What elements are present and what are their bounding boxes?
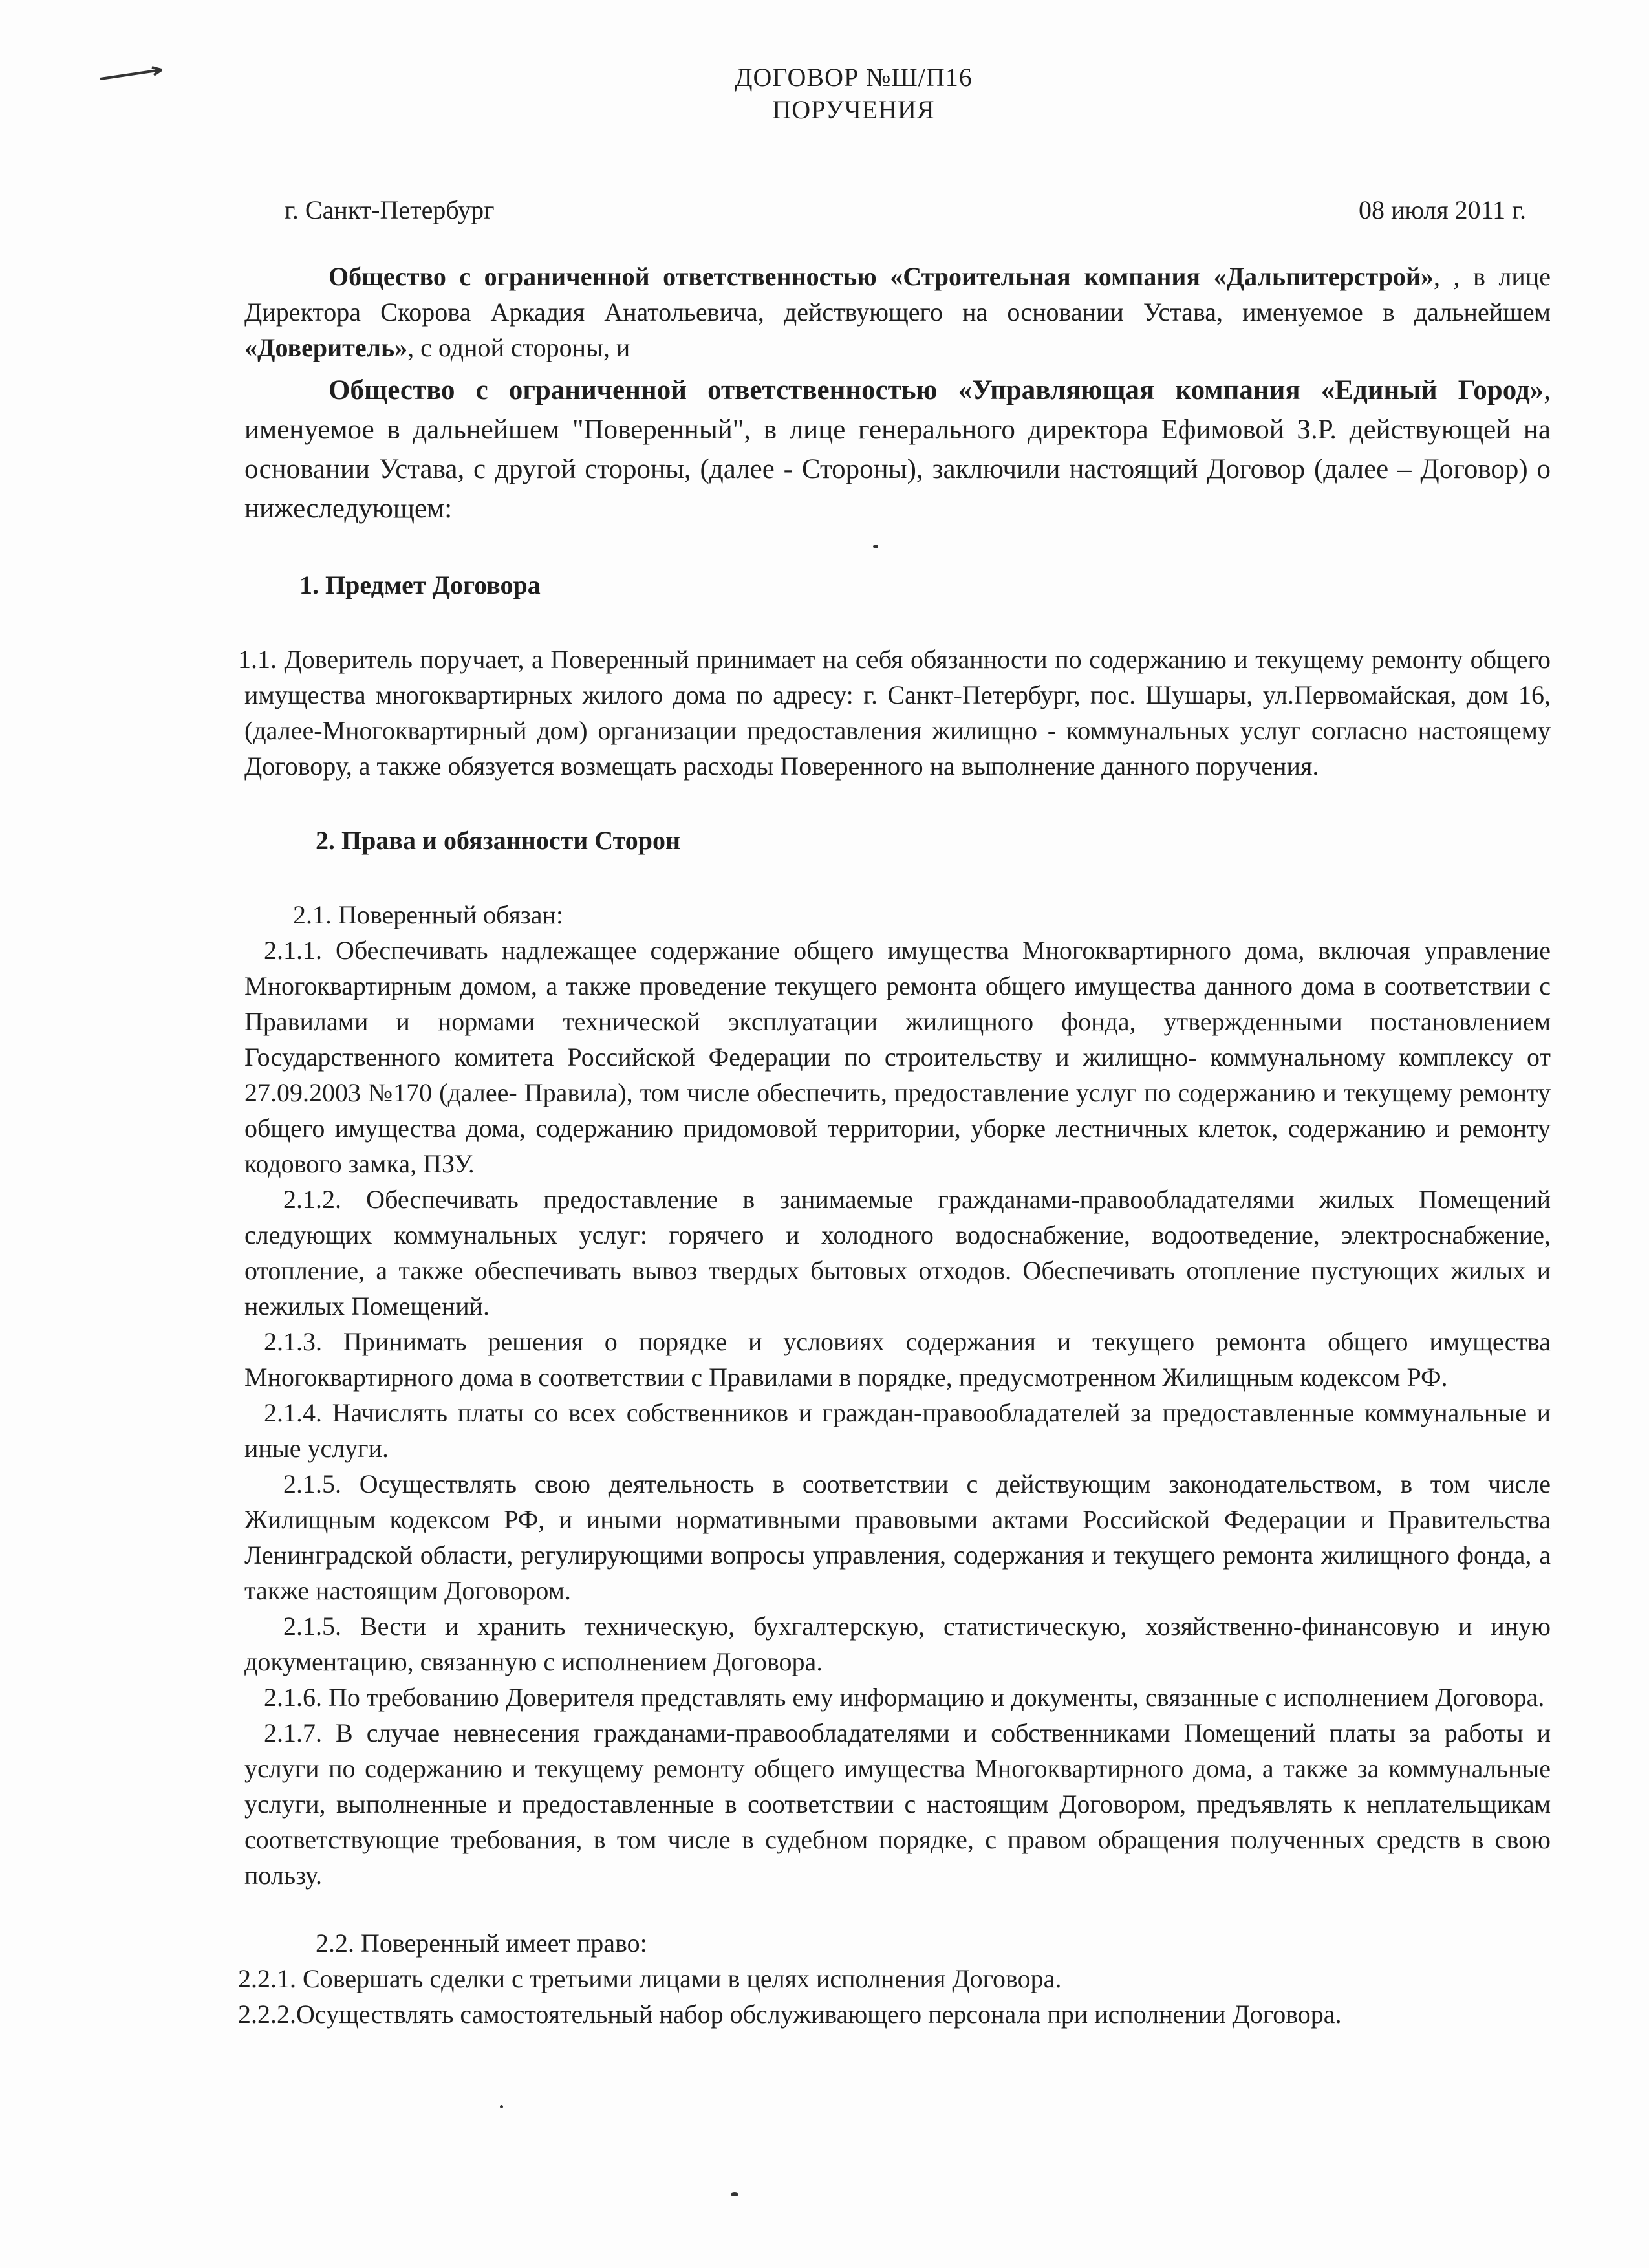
clause-2-1-1: 2.1.1. Обеспечивать надлежащее содержание общего имущества Многоквартирного дома, включая управление Многоквартирным домом, а также проведение текущего ремонта общего имущества данного дома в соответствии с Правилами и нормами технической эксплуатации жилищного фонда, утвержденными постановлением Государственного комитета Российской Федерации по строительству и жилищно- коммунальному комплексу от 27.09.2003 №170 (далее- Правила), том числе обеспечить, предоставление услуг по содержанию и текущему ремонту общего имущества дома, содержанию придомовой территории, уборке лестничных клеток, содержанию и ремонту кодового замка, ПЗУ. bbox=[244, 936, 1551, 1178]
preamble-party1 bbox=[244, 259, 1551, 365]
party1-name: Общество с ограниченной ответственностью «Строительная компания «Дальпитерстрой» bbox=[329, 262, 1434, 291]
contract-place: г. Санкт-Петербург bbox=[285, 195, 495, 224]
section2-heading: 2. Права и обязанности Сторон bbox=[316, 826, 681, 855]
party1-details: , , в лице Директора Скорова Аркадия Анатольевича, действующего на основании Устава, именуемое в дальнейшем bbox=[244, 262, 1551, 327]
clause-2-2: 2.2. Поверенный имеет право: bbox=[316, 1928, 647, 1958]
clause-2-1: 2.1. Поверенный обязан: bbox=[293, 900, 563, 929]
document-subtitle: ПОРУЧЕНИЯ bbox=[772, 95, 935, 124]
scan-speck bbox=[731, 2192, 738, 2196]
contract-date: 08 июля 2011 г. bbox=[1358, 195, 1526, 224]
document-body bbox=[238, 259, 1551, 2032]
clause-2-1-2: 2.1.2. Обеспечивать предоставление в занимаемые гражданами-правообладателями жилых Помещений следующих коммунальных услуг: горячего и холодного водоснабжение, водоотведение, электроснабжение, отопление, а также обеспечивать вывоз твердых бытовых отходов. Обеспечивать отопление пустующих жилых и нежилых Помещений. bbox=[244, 1185, 1551, 1321]
party2-name: Общество с ограниченной ответственностью «Управляющая компания «Единый Город» bbox=[329, 375, 1544, 405]
clause-2-1-6: 2.1.6. По требованию Доверителя представлять ему информацию и документы, связанные с исполнением Договора. bbox=[264, 1683, 1545, 1712]
scan-speck bbox=[873, 545, 878, 548]
scan-speck bbox=[500, 2105, 503, 2108]
party2-details: , именуемое в дальнейшем "Поверенный", в лице генерального директора Ефимовой З.Р. действующей на основании Устава, с другой стороны, (далее - Стороны), заключили настоящий Договор (далее – Договор) о нижеследующем: bbox=[244, 375, 1551, 524]
document-title-block bbox=[0, 61, 1649, 126]
clause-2-1-4: 2.1.4. Начислять платы со всех собственников и граждан-правообладателей за предоставленные коммунальные и иные услуги. bbox=[244, 1398, 1551, 1463]
preamble-party2 bbox=[244, 371, 1551, 528]
clause-1-1: 1.1. Доверитель поручает, а Поверенный принимает на себя обязанности по содержанию и текущему ремонту общего имущества многоквартирных жилого дома по адресу: г. Санкт-Петербург, пос. Шушары, ул.Первомайская, дом 16, (далее-Многоквартирный дом) организации предоставления жилищно - коммунальных услуг согласно настоящему Договору, а также обязуется возмещать расходы Поверенного на выполнение данного поручения. bbox=[238, 645, 1551, 781]
document-title: ДОГОВОР №Ш/П16 bbox=[735, 63, 973, 92]
clause-2-1-7: 2.1.7. В случае невнесения гражданами-правообладателями и собственниками Помещений платы за работы и услуги по содержанию и текущему ремонту общего имущества Многоквартирного дома, а также за коммунальные услуги, выполненные и предоставленные в соответствии с настоящим Договором, предъявлять к неплательщикам соответствующие требования, в том числе в судебном порядке, с правом обращения полученных средств в свою пользу. bbox=[244, 1718, 1551, 1890]
clause-2-2-2: 2.2.2.Осуществлять самостоятельный набор обслуживающего персонала при исполнении Договора. bbox=[238, 2000, 1342, 2029]
clause-2-2-1: 2.2.1. Совершать сделки с третьими лицами в целях исполнения Договора. bbox=[238, 1964, 1062, 1993]
clause-2-1-5b: 2.1.5. Вести и хранить техническую, бухгалтерскую, статистическую, хозяйственно-финансовую и иную документацию, связанную с исполнением Договора. bbox=[244, 1612, 1551, 1676]
party1-end: , с одной стороны, и bbox=[407, 333, 630, 362]
clause-2-1-3: 2.1.3. Принимать решения о порядке и условиях содержания и текущего ремонта общего имущества Многоквартирного дома в соответствии с Правилами в порядке, предусмотренном Жилищным кодексом РФ. bbox=[244, 1327, 1551, 1392]
section1-heading: 1. Предмет Договора bbox=[299, 570, 541, 599]
party1-role: «Доверитель» bbox=[244, 333, 408, 362]
clause-2-1-5a: 2.1.5. Осуществлять свою деятельность в соответствии с действующим законодательством, в том числе Жилищным кодексом РФ, и иными нормативными правовыми актами Российской Федерации и Правительства Ленинградской области, регулирующими вопросы управления, содержания и текущего ремонта жилищного фонда, а также настоящим Договором. bbox=[244, 1469, 1551, 1605]
